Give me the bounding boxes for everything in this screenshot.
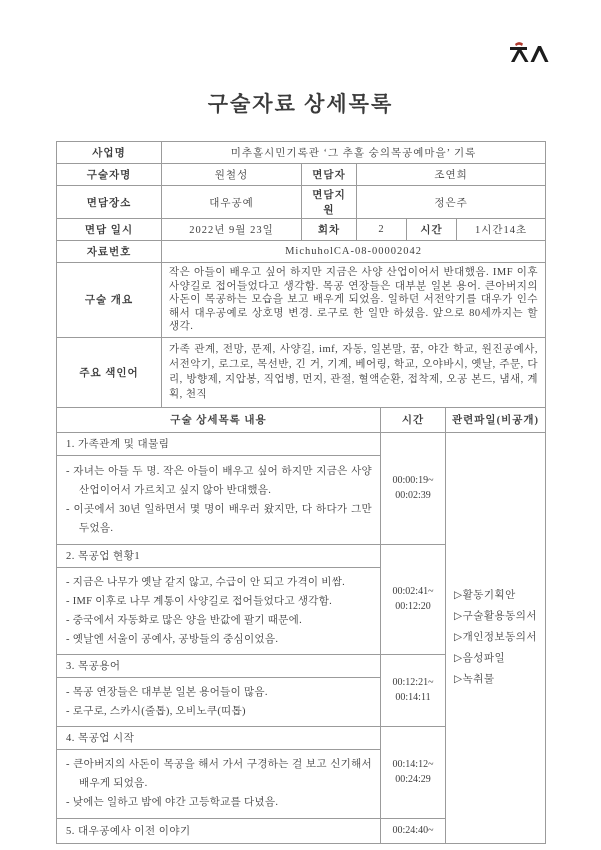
related-file-item: ▷구술활용동의서 [454, 611, 538, 622]
page-title: 구술자료 상세목록 [207, 92, 394, 116]
section-bullet: - 이곳에서 30년 일하면서 몇 명이 배우러 왔지만, 다 하다가 그만두었음. [66, 503, 372, 534]
section-bullet: - 옛날엔 서울이 공예사, 공방들의 중심이었음. [66, 633, 279, 645]
related-file-item: ▷활동기획안 [454, 590, 516, 601]
section-title: 2. 목공업 현황1 [57, 544, 381, 567]
time-start: 00:02:41~ [392, 586, 434, 597]
section-bullet: - 목공 연장들은 대부분 일본 용어들이 많음. [66, 686, 268, 698]
date-label: 면담 일시 [57, 219, 162, 241]
interviewer-label: 면담자 [302, 164, 357, 186]
section-body [57, 567, 381, 654]
section-time [381, 432, 446, 544]
session-value: 2 [357, 219, 407, 241]
time-start: 00:12:21~ [392, 677, 434, 688]
time-end: 00:24:29 [395, 774, 431, 785]
section-1-title-row [57, 432, 546, 455]
narrator-label: 구술자명 [57, 164, 162, 186]
detail-header-row [57, 407, 546, 432]
support-value: 정은주 [357, 186, 546, 219]
section-time [381, 654, 446, 726]
related-files-cell [446, 432, 546, 843]
section-time [381, 818, 446, 843]
duration-value: 1시간14초 [457, 219, 546, 241]
section-body [57, 677, 381, 726]
docno-label: 자료번호 [57, 241, 162, 263]
place-label: 면담장소 [57, 186, 162, 219]
project-value: 미추홀시민기록관 ‘그 추홀 숭의목공예마을’ 기록 [162, 142, 546, 164]
duration-label: 시간 [407, 219, 457, 241]
row-date [57, 219, 546, 241]
section-title: 5. 대우공예사 이전 이야기 [57, 818, 381, 843]
row-place [57, 186, 546, 219]
interview-info-table [56, 141, 546, 408]
summary-value: 작은 아들이 배우고 싶어 하지만 지금은 사양 산업이어서 반대했음. IMF 이후 사양길로 접어들었다고 생각함. 목공 연장들은 대부분 일본 용어. 큰아버지의 사돈이 목공하는 모습을 보고 배우게 되었음. 일하던 서전악기를 대우가 인수해서 대우공예로 상호명 변경. 로구로 한 일만 하셨음. 앞으로 80세까지는 할 생각. [162, 263, 546, 338]
section-bullet: - 중국에서 자동화로 많은 양을 반값에 팔기 때문에. [66, 614, 303, 626]
time-end: 00:14:11 [395, 692, 431, 703]
row-narrator [57, 164, 546, 186]
row-summary [57, 263, 546, 338]
support-label: 면담지원 [302, 186, 357, 219]
institution-logo-icon [508, 38, 550, 66]
section-time [381, 544, 446, 654]
section-bullet: - 자녀는 아들 두 명. 작은 아들이 배우고 싶어 하지만 지금은 사양 산업이어서 가르치고 싶지 않아 반대했음. [66, 465, 372, 496]
section-bullet: - IMF 이후로 나무 계통이 사양길로 접어들었다고 생각함. [66, 595, 333, 607]
detail-list-table [56, 407, 546, 844]
section-title: 1. 가족관계 및 대물림 [57, 432, 381, 455]
place-value: 대우공예 [162, 186, 302, 219]
section-bullet: - 로구로, 스카시(줄톱), 오비노쿠(띠톱) [66, 705, 246, 717]
date-value: 2022년 9월 23일 [162, 219, 302, 241]
section-bullet: - 큰아버지의 사돈이 목공을 해서 가서 구경하는 걸 보고 신기해서 배우게 되었음. [66, 759, 372, 789]
narrator-value: 원철성 [162, 164, 302, 186]
section-bullet: - 낮에는 일하고 밤에 야간 고등학교를 다녔음. [66, 797, 279, 808]
time-start: 00:14:12~ [392, 759, 434, 770]
section-title: 3. 목공용어 [57, 654, 381, 677]
row-docno [57, 241, 546, 263]
docno-value: MichuholCA-08-00002042 [162, 241, 546, 263]
time-end: 00:12:20 [395, 601, 431, 612]
project-label: 사업명 [57, 142, 162, 164]
related-file-item: ▷개인정보동의서 [454, 632, 538, 643]
interviewer-value: 조연희 [357, 164, 546, 186]
related-file-item: ▷녹취물 [454, 674, 495, 685]
keywords-label: 주요 색인어 [57, 337, 162, 407]
section-bullet: - 지금은 나무가 옛날 같지 않고, 수급이 안 되고 가격이 비쌈. [66, 576, 346, 588]
summary-label: 구술 개요 [57, 263, 162, 338]
session-label: 회차 [302, 219, 357, 241]
time-start: 00:00:19~ [392, 475, 434, 486]
keywords-value: 가족 관계, 전망, 문제, 사양길, imf, 자동, 일본말, 꿈, 야간 학교, 원진공예사, 서전악기, 로그로, 목선반, 긴 거, 기계, 베어링, 학교, 오야바시, 옛날, 주문, 다리, 방향제, 지압봉, 직업병, 먼지, 관절, 혈액순환, 접착제, 오공 본드, 냄새, 계획, 천직 [162, 337, 546, 407]
section-body [57, 455, 381, 544]
detail-header-files: 관련파일(비공개) [446, 407, 546, 432]
section-time [381, 726, 446, 818]
section-title: 4. 목공업 시작 [57, 726, 381, 749]
related-file-item: ▷음성파일 [454, 653, 506, 664]
record-tables [56, 141, 545, 844]
time-start: 00:24:40~ [392, 825, 434, 836]
row-keywords [57, 337, 546, 407]
time-end: 00:02:39 [395, 490, 431, 501]
detail-header-content: 구술 상세목록 내용 [57, 407, 381, 432]
row-project [57, 142, 546, 164]
detail-header-time: 시간 [381, 407, 446, 432]
section-body [57, 749, 381, 818]
